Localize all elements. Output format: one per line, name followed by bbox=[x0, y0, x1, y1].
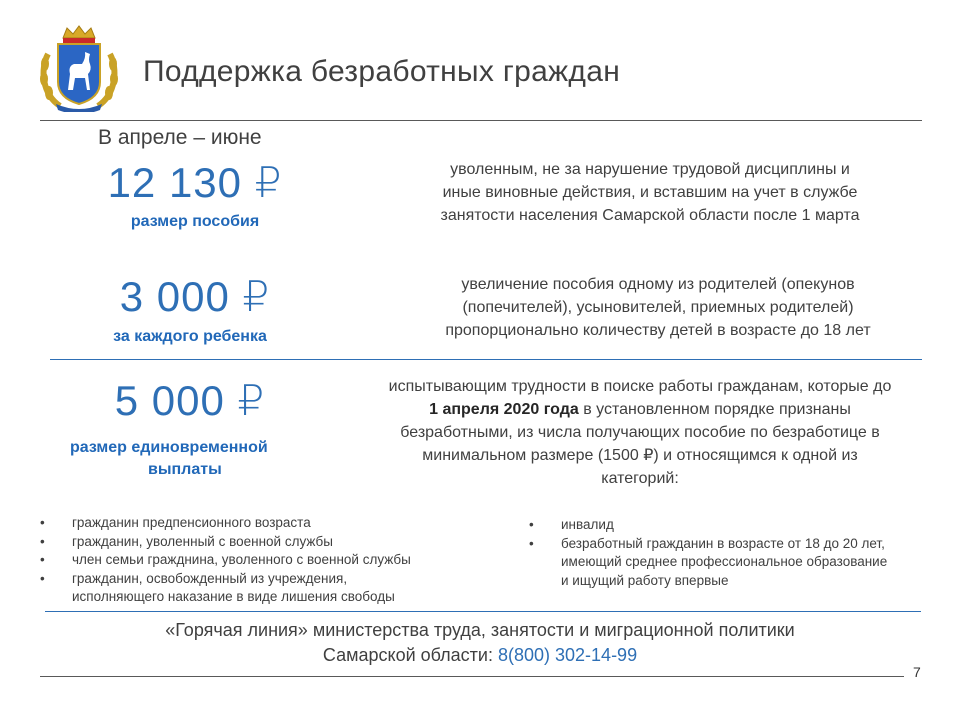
benefit-caption: размер пособия bbox=[130, 213, 260, 230]
list-item: • безработный гражданин в возрасте от 18 до 20 лет, имеющий среднее профессиональное образование и ищущий работу впервые bbox=[529, 535, 891, 591]
child-supplement-caption: за каждого ребенка bbox=[113, 328, 267, 345]
benefit-amount: 12 130 ₽ bbox=[107, 159, 283, 206]
list-item: • член семьи гражднина, уволенного с военной службы bbox=[40, 551, 510, 570]
hotline-divider bbox=[45, 611, 921, 612]
list-item: • гражданин, освобожденный из учреждения, исполняющего наказание в виде лишения свободы bbox=[40, 570, 422, 607]
hotline-phone: 8(800) 302-14-99 bbox=[497, 645, 638, 665]
benefit-description: уволенным, не за нарушение трудовой дисциплины и иные виновные действия, и вставшим на учет в службе занятости населения Самарской области после 1 марта bbox=[440, 161, 860, 224]
page-number: 7 bbox=[913, 664, 921, 680]
section-divider bbox=[50, 359, 922, 360]
samara-coat-of-arms-icon bbox=[38, 24, 120, 112]
list-item: • гражданин, уволенный с военной службы bbox=[40, 533, 510, 552]
footer-divider bbox=[40, 676, 904, 677]
page-title: Поддержка безработных граждан bbox=[143, 55, 621, 88]
hotline: «Горячая линия» министерства труда, занятости и миграционной политики Самарской области: 8(800) 302-14-99 bbox=[165, 620, 795, 665]
category-list-right bbox=[529, 516, 919, 590]
header-divider bbox=[40, 120, 922, 121]
child-supplement-amount: 3 000 ₽ bbox=[119, 273, 271, 320]
list-item: • гражданин предпенсионного возраста bbox=[40, 514, 510, 533]
lump-sum-caption: размер единовременной выплаты bbox=[70, 439, 268, 478]
period-label: В апреле – июне bbox=[98, 126, 262, 149]
lump-sum-description: испытывающим трудности в поиске работы гражданам, которые до 1 апреля 2020 года в установленном порядке признаны безработными, из числа получающих пособие по безработице в минимальном размере (1500 ₽) и относящимся к одной из категорий: bbox=[388, 378, 892, 487]
category-list-left bbox=[40, 514, 510, 607]
list-item: • инвалид bbox=[529, 516, 919, 535]
lump-sum-amount: 5 000 ₽ bbox=[114, 377, 266, 424]
child-supplement-description: увеличение пособия одному из родителей (опекунов (попечителей), усыновителей, приемных родителей) пропорционально количеству детей в возрасте до 18 лет bbox=[445, 276, 871, 339]
